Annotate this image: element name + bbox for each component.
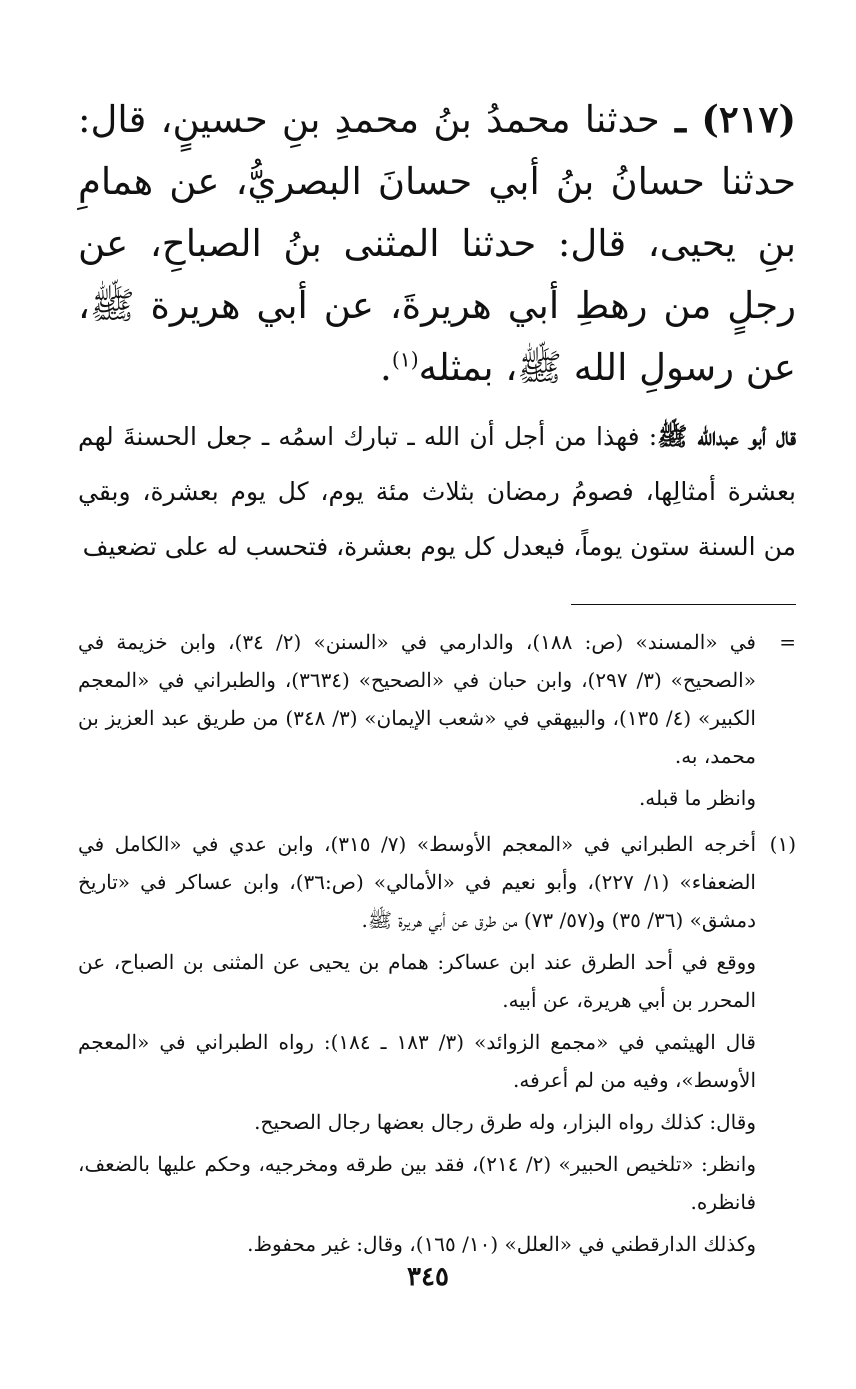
footnote-reference: (١): [391, 347, 419, 372]
footnote-body: [78, 623, 756, 821]
commentary-speaker: قال أبو عبدالله ﷺ: [657, 422, 796, 451]
footnote-paragraph: وكذلك الدارقطني في «العلل» (١٠/ ١٦٥)، وقال: غير محفوظ.: [247, 1232, 756, 1256]
commentary-paragraph: [78, 409, 796, 574]
footnote-marker: =: [779, 630, 796, 654]
footnote-paragraph: وقال: كذلك رواه البزار، وله طرق رجال بعضها رجال الصحيح.: [254, 1110, 756, 1134]
footnote-marker: (١): [769, 832, 796, 856]
footnote-1: [78, 825, 796, 1267]
footnote-body: [78, 825, 756, 1267]
hadith-end: .: [380, 346, 392, 389]
hadith-text: حدثنا محمدُ بنُ محمدِ بنِ حسينٍ، قال: حدثنا حسانُ بنُ أبي حسانَ البصريُّ، عن همامِ بنِ يحيى، قال: حدثنا المثنى بنُ الصباحِ، عن رجلٍ من رهطِ أبي هريرةَ، عن أبي هريرة ﷺ، عن رسولِ الله ﷺ، بمثله: [78, 98, 796, 389]
hadith-dash: ـ: [659, 97, 702, 141]
footnote-paragraph: وانظر: «تلخيص الحبير» (٢/ ٢١٤)، فقد بين طرقه ومخرجيه، وحكم عليها بالضعف، فانظره.: [78, 1152, 756, 1214]
footnote-continued: [78, 623, 796, 821]
footnote-paragraph: قال الهيثمي في «مجمع الزوائد» (٣/ ١٨٣ ـ ١٨٤): رواه الطبراني في «المعجم الأوسط»، وفيه من لم أعرفه.: [78, 1030, 756, 1092]
footnote-paragraph: وانظر ما قبله.: [638, 786, 756, 810]
hadith-number: (٢١٧): [701, 97, 797, 141]
page-body: [78, 88, 796, 1271]
footnote-separator: [571, 604, 796, 605]
commentary-text: : فهذا من أجل أن الله ـ تبارك اسمُه ـ جعل الحسنةَ لهم بعشرة أمثالِها، فصومُ رمضان بثلاث مئة يوم، كل يوم بعشرة، وبقي من السنة ستون يوماً، فيعدل كل يوم بعشرة، فتحسب له على تضعيف: [78, 422, 796, 561]
footnote-paragraph: ووقع في أحد الطرق عند ابن عساكر: همام بن يحيى عن المثنى بن الصباح، عن المحرر بن أبي هريرة، عن أبيه.: [78, 950, 756, 1012]
page-number: ٣٤٥: [407, 1262, 449, 1292]
footnote-paragraph: في «المسند» (ص: ١٨٨)، والدارمي في «السنن» (٢/ ٣٤)، وابن خزيمة في «الصحيح» (٣/ ٢٩٧)، وابن حبان في «الصحيح» (٣٦٣٤)، والطبراني في «المعجم الكبير» (٤/ ١٣٥)، والبيهقي في «شعب الإيمان» (٣/ ٣٤٨) من طريق عبد العزيز بن محمد، به.: [78, 630, 756, 768]
footnotes: [78, 623, 796, 1267]
hadith-paragraph: [78, 88, 796, 399]
footnote-paragraph: أخرجه الطبراني في «المعجم الأوسط» (٧/ ٣١٥)، وابن عدي في «الكامل في الضعفاء» (١/ ٢٢٧)، وأبو نعيم في «الأمالي» (ص:٣٦)، وابن عساكر في «تاريخ دمشق» (٣٦/ ٣٥) و(٥٧/ ٧٣) من طرق عن أبي هريرة ﷺ.: [78, 832, 756, 932]
